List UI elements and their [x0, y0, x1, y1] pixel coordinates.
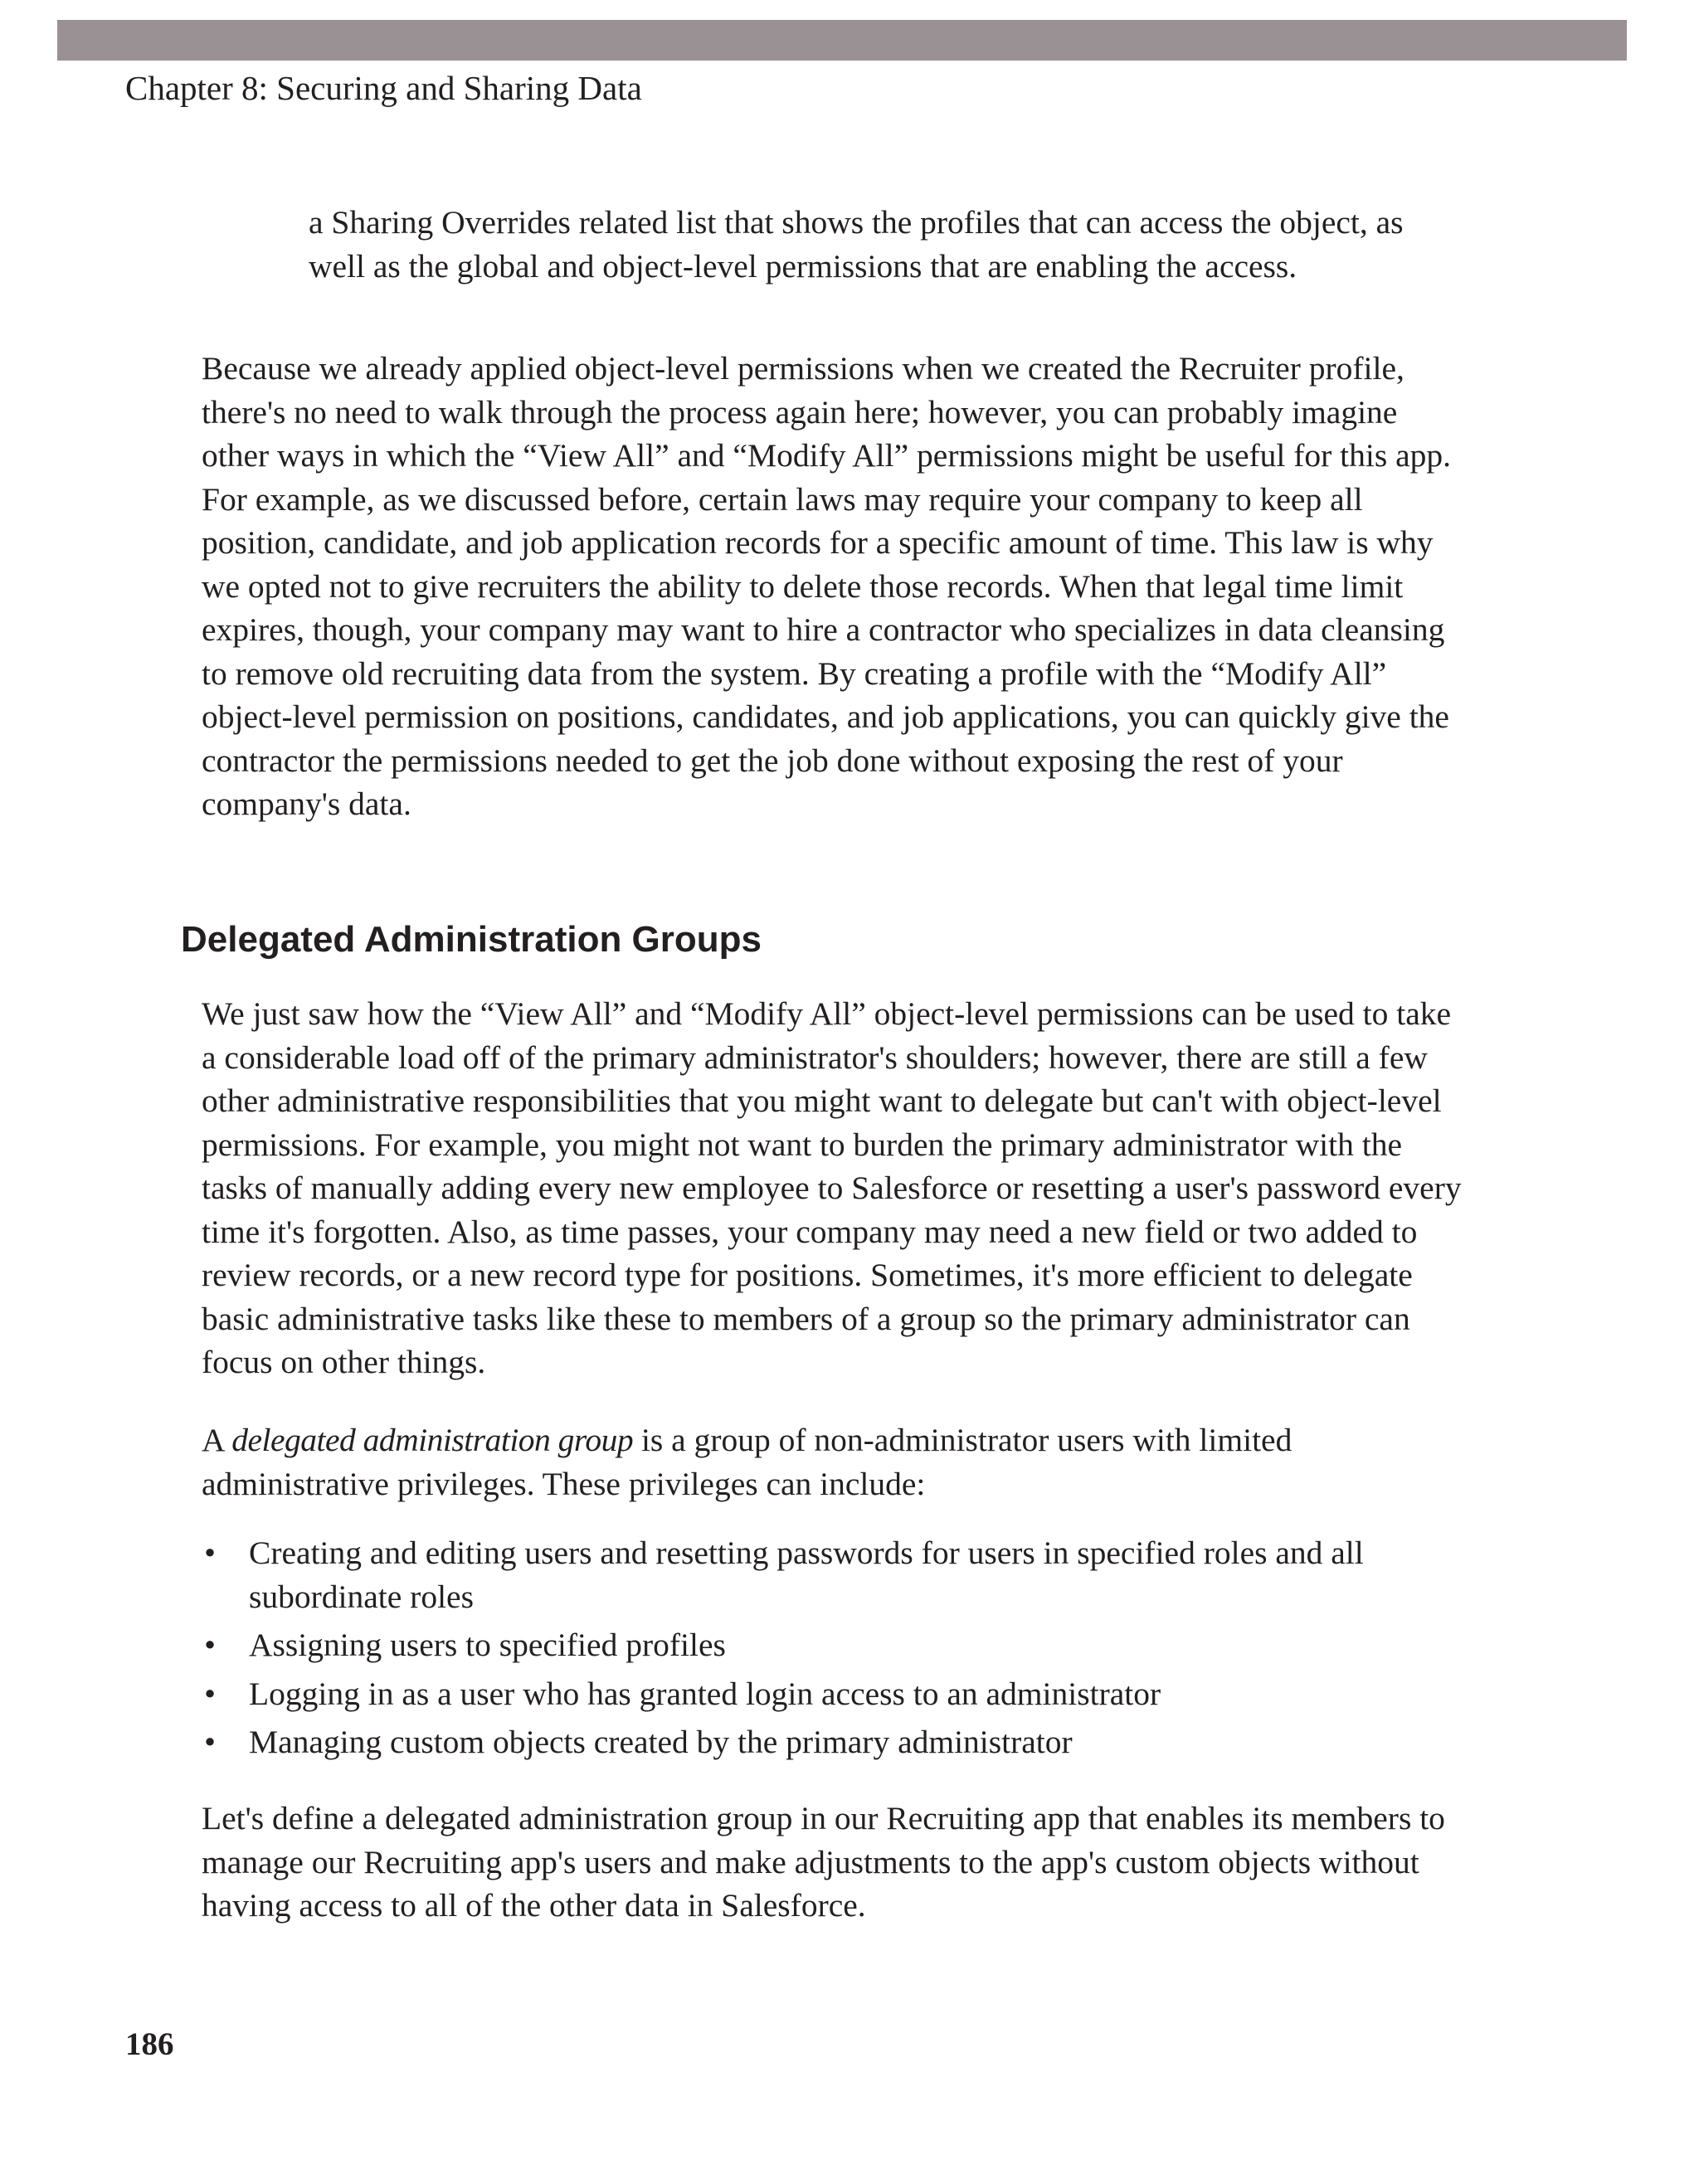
definition-term: delegated administration group — [231, 1422, 634, 1458]
privileges-list — [202, 1531, 1463, 1769]
bullet-icon: • — [204, 1724, 216, 1760]
list-item — [202, 1623, 1463, 1667]
note-continuation: a Sharing Overrides related list that shows the profiles that can access the object, as well as the global and object-level permissions that are enabling the access. — [309, 204, 1404, 285]
paragraph-define-group: Let's define a delegated administration group in our Recruiting app that enables its members to manage our Recruiting app's users and make adjustments to the app's custom objects without having access to all of the other data in Salesforce. — [202, 1800, 1445, 1924]
bullet-icon: • — [204, 1627, 216, 1663]
header-bar — [57, 20, 1627, 61]
paragraph-delegation-intro: We just saw how the “View All” and “Modify All” object-level permissions can be used to take a considerable load off of the primary administrator's shoulders; however, there are still a few other administrative responsibilities that you might want to delegate but can't with object-level permissions. For example, you might not want to burden the primary administrator with the tasks of manually adding every new employee to Salesforce or resetting a user's password every time it's forgotten. Also, as time passes, your company may need a new field or two added to review records, or a new record type for positions. Sometimes, it's more efficient to delegate basic administrative tasks like these to members of a group so the primary administrator can focus on other things. — [202, 995, 1462, 1380]
paragraph-definition — [202, 1418, 1463, 1505]
definition-suffix: is a group of non-administrator users with limited administrative privileges. These privileges can include: — [202, 1422, 1293, 1502]
list-item — [202, 1531, 1463, 1618]
list-item — [202, 1672, 1463, 1716]
list-item-text: Managing custom objects created by the primary administrator — [249, 1724, 1073, 1760]
paragraph-view-all-modify-all: Because we already applied object-level permissions when we created the Recruiter profile, there's no need to walk through the process again here; however, you can probably imagine other ways in which the “View All” and “Modify All” permissions might be useful for this app. For example, as we discussed before, certain laws may require your company to keep all position, candidate, and job application records for a specific amount of time. This law is why we opted not to give recruiters the ability to delete those records. When that legal time limit expires, though, your company may want to hire a contractor who specializes in data cleansing to remove old recruiting data from the system. By creating a profile with the “Modify All” object-level permission on positions, candidates, and job applications, you can quickly give the contractor the permissions needed to get the job done without exposing the rest of your company's data. — [202, 350, 1452, 822]
list-item-text: Logging in as a user who has granted login access to an administrator — [249, 1675, 1161, 1712]
page-number: 186 — [125, 2026, 174, 2062]
bullet-icon: • — [204, 1535, 216, 1571]
bullet-icon: • — [204, 1675, 216, 1712]
list-item-text: Assigning users to specified profiles — [249, 1627, 726, 1663]
section-heading: Delegated Administration Groups — [181, 919, 762, 960]
definition-prefix: A — [202, 1422, 232, 1458]
chapter-title: Chapter 8: Securing and Sharing Data — [125, 69, 642, 107]
list-item — [202, 1720, 1463, 1764]
list-item-text: Creating and editing users and resetting passwords for users in specified roles and all subordinate roles — [249, 1535, 1364, 1615]
